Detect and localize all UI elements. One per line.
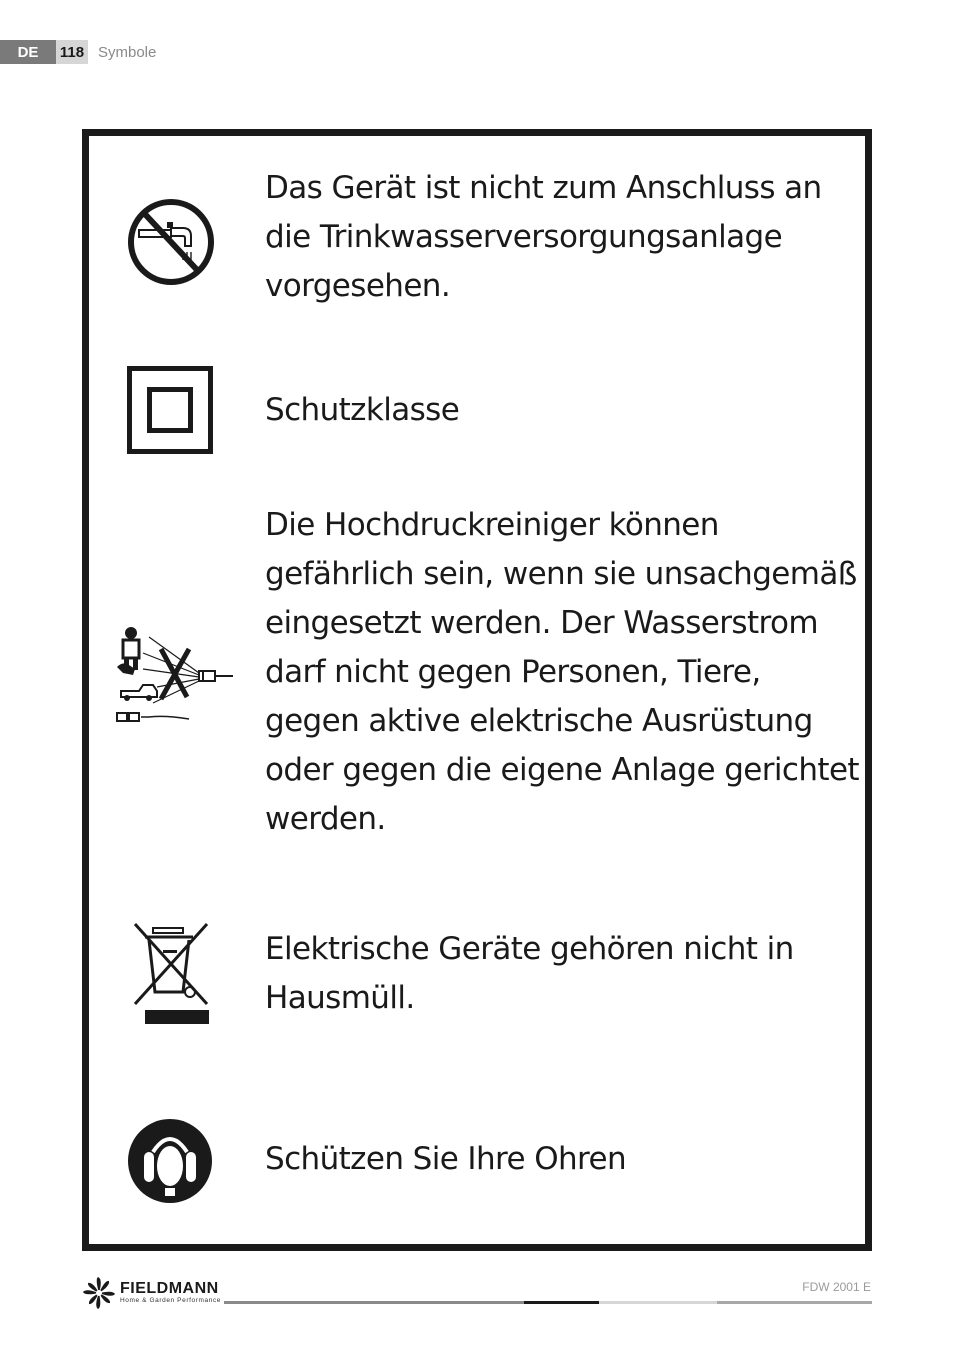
footer-rule: [524, 1301, 599, 1304]
page-header: [0, 40, 156, 64]
brand-tagline: Home & Garden Performance: [120, 1297, 221, 1304]
footer-rule: [717, 1301, 872, 1304]
ear-protection-icon: [127, 1118, 213, 1204]
do-not-spray-people-icon: [113, 623, 233, 727]
protection-class-ii-icon: [127, 366, 213, 454]
page-number: 118: [56, 40, 88, 64]
symbol-row: [89, 164, 865, 314]
weee-crossed-bin-icon: [127, 920, 215, 1026]
brand-name: FIELDMANN: [120, 1280, 219, 1297]
symbols-frame: [82, 129, 872, 1251]
symbol-description: Schützen Sie Ihre Ohren: [265, 1141, 627, 1177]
symbol-description: Das Gerät ist nicht zum Anschluss an die Trinkwasserversorgungsanlage vorgesehen.: [265, 170, 822, 304]
no-drinking-water-icon: [127, 198, 215, 286]
model-number: FDW 2001 E: [802, 1280, 871, 1294]
symbol-description: Elektrische Geräte gehören nicht in Hausmüll.: [265, 931, 794, 1016]
symbol-row: [89, 366, 865, 456]
section-title: Symbole: [98, 43, 157, 61]
symbol-description: Schutzklasse: [265, 392, 460, 428]
fieldmann-logo: [82, 1276, 221, 1310]
fieldmann-logo-mark-icon: [82, 1276, 116, 1310]
footer-rule: [599, 1301, 717, 1304]
symbol-row: [89, 1118, 865, 1208]
symbol-row: [89, 920, 865, 1040]
footer-rule: [224, 1301, 524, 1304]
symbol-row: [89, 501, 865, 851]
language-tab: DE: [0, 40, 56, 64]
symbol-description: Die Hochdruckreiniger können gefährlich sein, wenn sie unsachgemäß eingesetzt werden. Der Wasserstrom darf nicht gegen Personen, Tiere, gegen aktive elektrische Ausrüstung oder gegen die eigene Anlage gerichtet werden.: [265, 507, 859, 837]
